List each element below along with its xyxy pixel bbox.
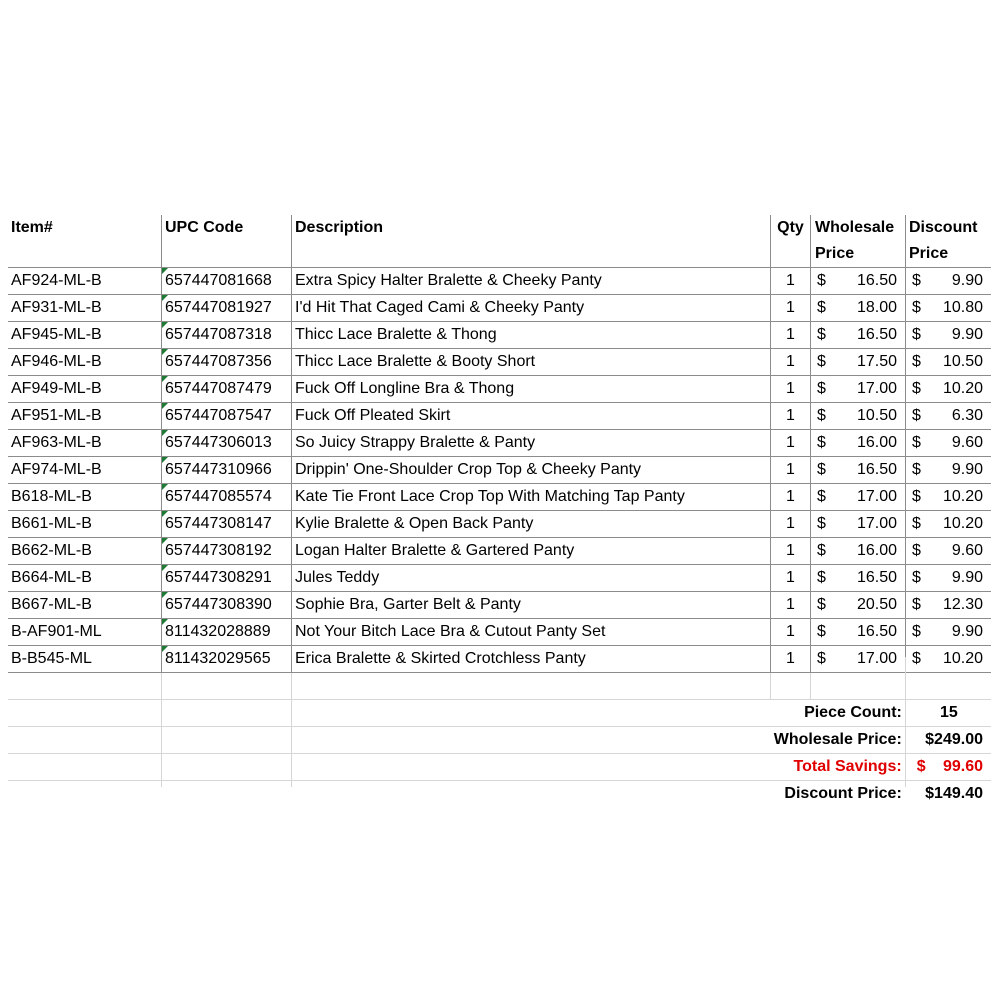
total-savings-value[interactable] (907, 754, 991, 780)
upc-cell[interactable] (162, 646, 292, 672)
blank-cell[interactable] (292, 673, 771, 699)
number-as-text-indicator (162, 268, 168, 274)
wholesale-amount: 17.00 (856, 515, 897, 532)
currency-symbol: $ (817, 407, 826, 424)
discount-cell[interactable] (906, 538, 991, 564)
table-row (8, 646, 991, 673)
upc-value: 657447087318 (165, 326, 272, 343)
wholesale-cell[interactable] (811, 322, 906, 348)
qty-cell[interactable]: 1 (771, 538, 811, 564)
table-row (8, 430, 991, 457)
discount-cell[interactable] (906, 484, 991, 510)
discount-cell[interactable] (906, 619, 991, 645)
upc-value: 657447308147 (165, 515, 272, 532)
item-cell[interactable]: AF949-ML-B (8, 376, 162, 402)
discount-cell[interactable] (906, 376, 991, 402)
table-row (8, 376, 991, 403)
discount-amount: 9.60 (951, 434, 983, 451)
discount-cell[interactable] (906, 268, 991, 294)
header-wholesale-line2: Price (815, 245, 855, 262)
qty-cell[interactable]: 1 (771, 592, 811, 618)
upc-value: 657447081927 (165, 299, 272, 316)
description-cell[interactable]: Erica Bralette & Skirted Crotchless Panty (292, 646, 771, 672)
item-cell[interactable]: AF951-ML-B (8, 403, 162, 429)
description-cell[interactable]: Kylie Bralette & Open Back Panty (292, 511, 771, 537)
description-cell[interactable]: So Juicy Strappy Bralette & Panty (292, 430, 771, 456)
discount-amount: 10.20 (942, 650, 983, 667)
wholesale-cell[interactable] (811, 538, 906, 564)
discount-amount: 9.90 (951, 461, 983, 478)
currency-symbol: $ (817, 623, 826, 640)
currency-symbol: $ (912, 461, 921, 478)
item-cell[interactable]: B661-ML-B (8, 511, 162, 537)
discount-amount: 9.90 (951, 569, 983, 586)
header-qty-label: Qty (777, 219, 804, 236)
currency-symbol: $ (817, 272, 826, 289)
summary-wholesale-row (8, 727, 991, 754)
piece-count-value[interactable]: 15 (940, 704, 958, 721)
currency-symbol: $ (817, 353, 826, 370)
discount-amount: 9.90 (951, 623, 983, 640)
qty-cell[interactable]: 1 (771, 322, 811, 348)
currency-symbol: $ (817, 380, 826, 397)
currency-symbol: $ (912, 596, 921, 613)
description-cell[interactable]: Thicc Lace Bralette & Booty Short (292, 349, 771, 375)
description-cell[interactable]: Fuck Off Pleated Skirt (292, 403, 771, 429)
wholesale-amount: 16.50 (856, 623, 897, 640)
currency-symbol: $ (912, 623, 921, 640)
upc-cell[interactable] (162, 268, 292, 294)
wholesale-amount: 16.50 (856, 326, 897, 343)
discount-cell[interactable] (906, 322, 991, 348)
discount-cell[interactable] (906, 457, 991, 483)
currency-symbol: $ (912, 488, 921, 505)
currency-symbol: $ (912, 353, 921, 370)
header-discount-line1: Discount (909, 219, 978, 236)
upc-cell[interactable] (162, 430, 292, 456)
discount-cell[interactable] (906, 430, 991, 456)
currency-symbol: $ (912, 650, 921, 667)
currency-symbol: $ (912, 569, 921, 586)
item-cell[interactable]: B664-ML-B (8, 565, 162, 591)
upc-value: 657447087547 (165, 407, 272, 424)
discount-amount: 10.80 (942, 299, 983, 316)
piece-count-label-text: Piece Count: (804, 704, 902, 721)
header-item-label: Item# (11, 219, 53, 236)
table-row (8, 538, 991, 565)
header-row (8, 215, 991, 268)
currency-symbol: $ (912, 380, 921, 397)
currency-symbol: $ (817, 299, 826, 316)
upc-value: 811432029565 (165, 650, 271, 667)
wholesale-amount: 16.00 (856, 542, 897, 559)
currency-symbol: $ (912, 407, 921, 424)
discount-price-value[interactable]: $149.40 (925, 785, 983, 802)
discount-cell[interactable] (906, 592, 991, 618)
discount-amount: 9.60 (951, 542, 983, 559)
discount-cell[interactable] (906, 565, 991, 591)
blank-cell[interactable] (906, 673, 991, 699)
table-row (8, 268, 991, 295)
currency-symbol: $ (817, 515, 826, 532)
qty-cell[interactable]: 1 (771, 430, 811, 456)
wholesale-amount: 16.00 (856, 434, 897, 451)
description-cell[interactable]: Jules Teddy (292, 565, 771, 591)
description-cell[interactable]: Logan Halter Bralette & Gartered Panty (292, 538, 771, 564)
description-cell[interactable]: Not Your Bitch Lace Bra & Cutout Panty Set (292, 619, 771, 645)
upc-cell[interactable] (162, 376, 292, 402)
wholesale-cell[interactable] (811, 403, 906, 429)
item-cell[interactable]: AF924-ML-B (8, 268, 162, 294)
description-cell[interactable]: Drippin' One-Shoulder Crop Top & Cheeky Panty (292, 457, 771, 483)
table-row (8, 592, 991, 619)
qty-cell[interactable]: 1 (771, 403, 811, 429)
blank-cell[interactable] (8, 673, 162, 699)
upc-value: 657447087479 (165, 380, 272, 397)
table-row (8, 565, 991, 592)
currency-symbol: $ (817, 488, 826, 505)
upc-value: 657447087356 (165, 353, 272, 370)
table-row (8, 619, 991, 646)
number-as-text-indicator (162, 376, 168, 382)
number-as-text-indicator (162, 646, 168, 652)
item-cell[interactable]: B667-ML-B (8, 592, 162, 618)
header-discount-line2: Price (909, 245, 949, 262)
qty-cell[interactable]: 1 (771, 511, 811, 537)
upc-value: 811432028889 (165, 623, 271, 640)
wholesale-cell[interactable] (811, 592, 906, 618)
discount-amount: 10.20 (942, 380, 983, 397)
wholesale-cell[interactable] (811, 565, 906, 591)
number-as-text-indicator (162, 349, 168, 355)
description-cell[interactable]: Kate Tie Front Lace Crop Top With Matching Tap Panty (292, 484, 771, 510)
item-cell[interactable]: AF931-ML-B (8, 295, 162, 321)
wholesale-price-value[interactable]: $249.00 (925, 731, 983, 748)
upc-value: 657447085574 (165, 488, 272, 505)
upc-cell[interactable] (162, 349, 292, 375)
item-cell[interactable]: AF945-ML-B (8, 322, 162, 348)
header-discount[interactable] (906, 215, 991, 267)
discount-amount: 10.20 (942, 515, 983, 532)
qty-cell[interactable]: 1 (771, 295, 811, 321)
upc-cell[interactable] (162, 484, 292, 510)
header-wholesale-line1: Wholesale (815, 219, 895, 236)
wholesale-cell[interactable] (811, 295, 906, 321)
upc-cell[interactable] (162, 457, 292, 483)
qty-cell[interactable]: 1 (771, 646, 811, 672)
currency-symbol: $ (817, 461, 826, 478)
currency-symbol: $ (912, 299, 921, 316)
discount-cell[interactable] (906, 646, 991, 672)
description-cell[interactable]: Sophie Bra, Garter Belt & Panty (292, 592, 771, 618)
summary-piece-count-row (8, 700, 991, 727)
wholesale-amount: 17.00 (856, 488, 897, 505)
description-cell[interactable]: Thicc Lace Bralette & Thong (292, 322, 771, 348)
blank-cell[interactable] (771, 673, 811, 699)
qty-cell[interactable]: 1 (771, 484, 811, 510)
qty-cell[interactable]: 1 (771, 457, 811, 483)
currency-symbol: $ (817, 650, 826, 667)
number-as-text-indicator (162, 619, 168, 625)
currency-symbol: $ (817, 434, 826, 451)
upc-value: 657447308291 (165, 569, 272, 586)
total-savings-label[interactable]: Total Savings: (793, 758, 902, 775)
summary-discount-row (8, 781, 991, 807)
header-wholesale[interactable] (811, 215, 906, 267)
item-cell[interactable]: B618-ML-B (8, 484, 162, 510)
qty-cell[interactable]: 1 (771, 376, 811, 402)
item-cell[interactable]: B-B545-ML (8, 646, 162, 672)
upc-cell[interactable] (162, 565, 292, 591)
discount-amount: 10.50 (942, 353, 983, 370)
item-cell[interactable]: AF946-ML-B (8, 349, 162, 375)
wholesale-cell[interactable] (811, 268, 906, 294)
wholesale-amount: 16.50 (856, 569, 897, 586)
item-cell[interactable]: B662-ML-B (8, 538, 162, 564)
wholesale-cell[interactable] (811, 349, 906, 375)
currency-symbol: $ (912, 515, 921, 532)
currency-symbol: $ (912, 542, 921, 559)
qty-cell[interactable]: 1 (771, 619, 811, 645)
number-as-text-indicator (162, 484, 168, 490)
wholesale-amount: 17.50 (856, 353, 897, 370)
item-cell[interactable]: B-AF901-ML (8, 619, 162, 645)
wholesale-cell[interactable] (811, 646, 906, 672)
number-as-text-indicator (162, 322, 168, 328)
description-cell[interactable]: Fuck Off Longline Bra & Thong (292, 376, 771, 402)
savings-amount: 99.60 (942, 758, 983, 775)
wholesale-amount: 16.50 (856, 461, 897, 478)
description-cell[interactable]: Extra Spicy Halter Bralette & Cheeky Panty (292, 268, 771, 294)
discount-amount: 9.90 (951, 326, 983, 343)
currency-symbol: $ (912, 326, 921, 343)
wholesale-cell[interactable] (811, 619, 906, 645)
wholesale-amount: 10.50 (856, 407, 897, 424)
currency-symbol: $ (912, 434, 921, 451)
header-upc[interactable] (162, 215, 292, 267)
table-row (8, 511, 991, 538)
wholesale-amount: 17.00 (856, 380, 897, 397)
blank-cell[interactable] (162, 673, 292, 699)
discount-price-label[interactable]: Discount Price: (784, 785, 902, 802)
number-as-text-indicator (162, 511, 168, 517)
number-as-text-indicator (162, 403, 168, 409)
discount-cell[interactable] (906, 349, 991, 375)
discount-amount: 6.30 (951, 407, 983, 424)
currency-symbol: $ (817, 569, 826, 586)
discount-cell[interactable] (906, 511, 991, 537)
wholesale-amount: 17.00 (856, 650, 897, 667)
spreadsheet (8, 215, 991, 807)
upc-cell[interactable] (162, 619, 292, 645)
savings-currency-symbol: $ (916, 758, 926, 775)
qty-cell[interactable]: 1 (771, 268, 811, 294)
table-row (8, 484, 991, 511)
upc-cell[interactable] (162, 538, 292, 564)
table-row (8, 349, 991, 376)
data-rows (8, 268, 991, 673)
discount-amount: 9.90 (951, 272, 983, 289)
wholesale-cell[interactable] (811, 484, 906, 510)
upc-value: 657447308390 (165, 596, 272, 613)
description-cell[interactable]: I'd Hit That Caged Cami & Cheeky Panty (292, 295, 771, 321)
upc-value: 657447310966 (165, 461, 272, 478)
currency-symbol: $ (912, 272, 921, 289)
table-row (8, 403, 991, 430)
discount-cell[interactable] (906, 295, 991, 321)
item-cell[interactable]: AF963-ML-B (8, 430, 162, 456)
number-as-text-indicator (162, 565, 168, 571)
upc-cell[interactable] (162, 511, 292, 537)
upc-cell[interactable] (162, 295, 292, 321)
blank-row (8, 673, 991, 700)
wholesale-amount: 20.50 (856, 596, 897, 613)
wholesale-amount: 18.00 (856, 299, 897, 316)
header-qty[interactable] (771, 215, 811, 267)
upc-value: 657447308192 (165, 542, 272, 559)
discount-amount: 10.20 (942, 488, 983, 505)
summary-savings-row (8, 754, 991, 781)
wholesale-cell[interactable] (811, 430, 906, 456)
number-as-text-indicator (162, 592, 168, 598)
table-row (8, 457, 991, 484)
upc-value: 657447081668 (165, 272, 272, 289)
qty-cell[interactable]: 1 (771, 349, 811, 375)
currency-symbol: $ (817, 542, 826, 559)
upc-cell[interactable] (162, 322, 292, 348)
item-cell[interactable]: AF974-ML-B (8, 457, 162, 483)
blank-cell[interactable] (811, 673, 906, 699)
header-description-label: Description (295, 219, 384, 236)
number-as-text-indicator (162, 295, 168, 301)
discount-cell[interactable] (906, 403, 991, 429)
header-upc-label: UPC Code (165, 219, 244, 236)
table-row (8, 295, 991, 322)
wholesale-amount: 16.50 (856, 272, 897, 289)
currency-symbol: $ (817, 596, 826, 613)
header-description[interactable] (292, 215, 771, 267)
wholesale-cell[interactable] (811, 376, 906, 402)
wholesale-price-label[interactable]: Wholesale Price: (773, 731, 902, 748)
upc-cell[interactable] (162, 403, 292, 429)
qty-cell[interactable]: 1 (771, 565, 811, 591)
number-as-text-indicator (162, 457, 168, 463)
discount-amount: 12.30 (942, 596, 983, 613)
upc-value: 657447306013 (165, 434, 272, 451)
table-row (8, 322, 991, 349)
header-item[interactable] (8, 215, 162, 267)
wholesale-cell[interactable] (811, 457, 906, 483)
wholesale-cell[interactable] (811, 511, 906, 537)
number-as-text-indicator (162, 430, 168, 436)
upc-cell[interactable] (162, 592, 292, 618)
currency-symbol: $ (817, 326, 826, 343)
number-as-text-indicator (162, 538, 168, 544)
piece-count-label[interactable] (8, 700, 907, 726)
